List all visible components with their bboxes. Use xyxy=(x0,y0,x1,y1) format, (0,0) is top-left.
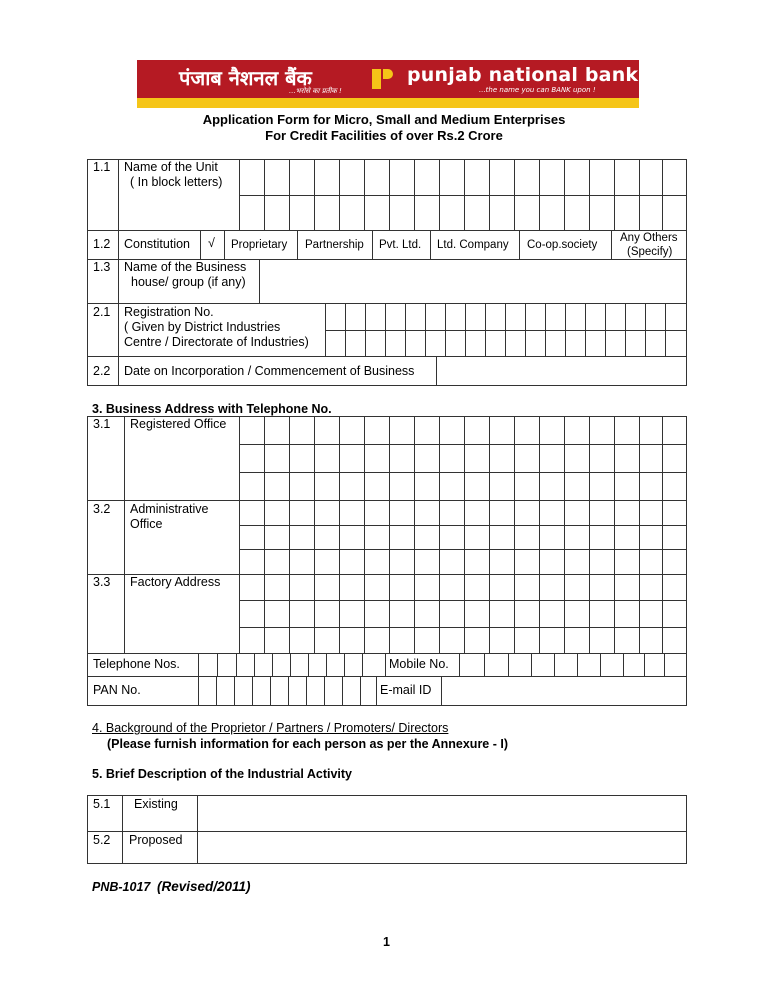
logo-yellow-band xyxy=(137,98,639,108)
registration-label: Registration No. xyxy=(124,305,214,319)
section-5-heading: 5. Brief Description of the Industrial Activity xyxy=(92,767,352,781)
section-4-instruction: (Please furnish information for each person as per the Annexure - I) xyxy=(107,737,509,751)
option-ltd-company[interactable]: Ltd. Company xyxy=(437,239,509,251)
administrative-office-label-2: Office xyxy=(130,517,163,531)
existing-label: Existing xyxy=(134,797,178,811)
form-title-line1: Application Form for Micro, Small and Medium Enterprises xyxy=(202,112,566,127)
unit-name-sublabel: ( In block letters) xyxy=(130,175,223,189)
constitution-label: Constitution xyxy=(124,237,191,251)
incorporation-date-label: Date on Incorporation / Commencement of Business xyxy=(124,364,415,378)
section-4-text: 4. Background of the Proprietor / Partners / Promoters/ Directors xyxy=(92,721,449,735)
logo-hindi-name: पंजाब नैशनल बैंक xyxy=(179,66,312,90)
mobile-label: Mobile No. xyxy=(389,657,449,671)
proposed-label: Proposed xyxy=(129,833,183,847)
option-any-others-specify: (Specify) xyxy=(627,246,673,258)
item-1-1-number: 1.1 xyxy=(93,160,111,174)
business-house-label: Name of the Business xyxy=(124,260,247,274)
form-revision: (Revised/2011) xyxy=(157,879,251,894)
section-4-heading xyxy=(92,721,448,736)
item-3-3-number: 3.3 xyxy=(93,575,111,589)
option-partnership[interactable]: Partnership xyxy=(305,239,364,251)
item-1-3-number: 1.3 xyxy=(93,260,111,274)
logo-english-tagline: ...the name you can BANK upon ! xyxy=(479,86,596,94)
item-3-1-number: 3.1 xyxy=(93,417,111,431)
item-2-2-number: 2.2 xyxy=(93,364,111,378)
page-number: 1 xyxy=(383,935,390,949)
logo-hindi-tagline: ...भरोसे का प्रतीक ! xyxy=(289,87,342,95)
pan-label: PAN No. xyxy=(93,683,141,697)
email-label: E-mail ID xyxy=(380,683,432,697)
item-5-1-number: 5.1 xyxy=(93,797,111,811)
item-5-2-number: 5.2 xyxy=(93,833,111,847)
option-co-op-society[interactable]: Co-op.society xyxy=(527,239,598,251)
option-proprietary[interactable]: Proprietary xyxy=(231,239,288,251)
section-3-heading: 3. Business Address with Telephone No. xyxy=(92,402,332,416)
option-any-others[interactable]: Any Others xyxy=(620,232,678,244)
registration-sublabel-1: ( Given by District Industries xyxy=(124,320,281,334)
registration-sublabel-2: Centre / Directorate of Industries) xyxy=(124,335,309,349)
item-1-2-number: 1.2 xyxy=(93,237,111,251)
form-title-line2: For Credit Facilities of over Rs.2 Crore xyxy=(265,128,503,143)
bank-logo-banner xyxy=(137,60,639,108)
pnb-emblem-icon xyxy=(371,67,393,91)
item-3-2-number: 3.2 xyxy=(93,502,111,516)
business-house-sublabel: house/ group (if any) xyxy=(131,275,246,289)
logo-english-name: punjab national bank xyxy=(407,64,639,86)
factory-address-label: Factory Address xyxy=(130,575,221,589)
administrative-office-label: Administrative xyxy=(130,502,209,516)
telephone-label: Telephone Nos. xyxy=(93,657,180,671)
constitution-checkmark[interactable]: √ xyxy=(208,236,215,250)
unit-name-label: Name of the Unit xyxy=(124,160,218,174)
registered-office-label: Registered Office xyxy=(130,417,227,431)
option-pvt-ltd[interactable]: Pvt. Ltd. xyxy=(379,239,422,251)
form-code: PNB-1017 xyxy=(92,880,151,894)
item-2-1-number: 2.1 xyxy=(93,305,111,319)
